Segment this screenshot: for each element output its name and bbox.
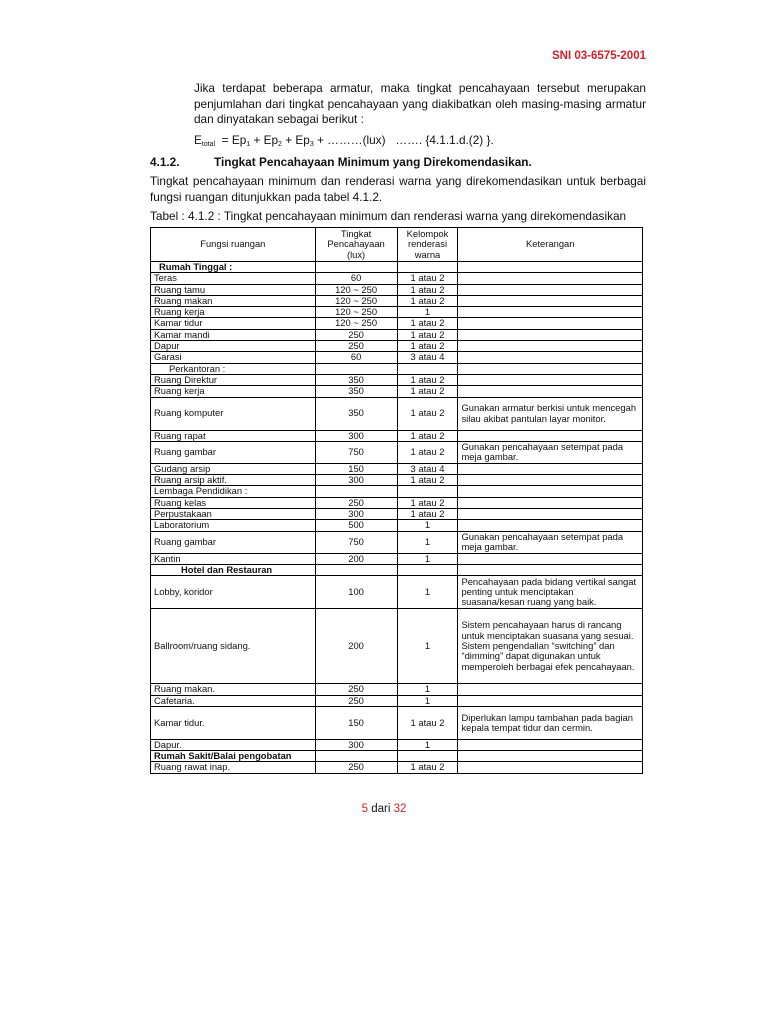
cell-fungsi: Ruang arsip aktif. [151, 475, 316, 486]
cell-keterangan [458, 695, 643, 706]
cell-keterangan: Gunakan pencahayaan setempat pada meja gambar. [458, 441, 643, 463]
cell-kelompok: 1 atau 2 [397, 397, 458, 430]
table-row [151, 441, 643, 463]
cell-keterangan: Gunakan armatur berkisi untuk mencegah silau akibat pantulan layar monitor. [458, 397, 643, 430]
table-row [151, 363, 643, 374]
cell-kelompok: 1 atau 2 [397, 329, 458, 340]
cell-kelompok: 1 atau 2 [397, 430, 458, 441]
cell-keterangan [458, 307, 643, 318]
cell-tingkat: 350 [315, 386, 397, 397]
cell-keterangan [458, 486, 643, 497]
cell-keterangan [458, 564, 643, 575]
cell-keterangan [458, 509, 643, 520]
cell-kelompok: 1 atau 2 [397, 475, 458, 486]
header-kelompok: Kelompok renderasi warna [397, 228, 458, 262]
cell-fungsi: Kantin [151, 553, 316, 564]
cell-fungsi: Ruang makan [151, 295, 316, 306]
formula [194, 133, 494, 148]
cell-tingkat: 350 [315, 374, 397, 385]
cell-keterangan [458, 739, 643, 750]
cell-fungsi: Ballroom/ruang sidang. [151, 609, 316, 684]
cell-fungsi: Perpustakaan [151, 509, 316, 520]
cell-tingkat: 200 [315, 609, 397, 684]
cell-fungsi: Ruang rapat [151, 430, 316, 441]
cell-kelompok: 1 [397, 695, 458, 706]
cell-tingkat: 200 [315, 553, 397, 564]
cell-fungsi: Ruang kelas [151, 497, 316, 508]
cell-tingkat: 150 [315, 706, 397, 739]
cell-keterangan: Gunakan pencahayaan setempat pada meja gambar. [458, 531, 643, 553]
page-total: 32 [393, 803, 407, 815]
table-row [151, 397, 643, 430]
table-row [151, 295, 643, 306]
cell-keterangan [458, 363, 643, 374]
cell-fungsi: Ruang gambar [151, 531, 316, 553]
cell-kelompok: 3 atau 4 [397, 463, 458, 474]
cell-tingkat: 250 [315, 329, 397, 340]
page-current: 5 [361, 803, 368, 815]
cell-kelompok: 1 atau 2 [397, 441, 458, 463]
table-caption: Tabel : 4.1.2 : Tingkat pencahayaan minimum dan renderasi warna yang direkomendasikan [150, 209, 627, 223]
table-row [151, 751, 643, 762]
table-row [151, 318, 643, 329]
standard-code: SNI 03-6575-2001 [552, 50, 646, 62]
cell-tingkat [315, 262, 397, 273]
cell-tingkat [315, 486, 397, 497]
cell-tingkat: 120 ~ 250 [315, 318, 397, 329]
cell-fungsi: Perkantoran : [151, 363, 316, 374]
cell-kelompok: 1 atau 2 [397, 497, 458, 508]
cell-fungsi: Ruang kerja [151, 386, 316, 397]
cell-keterangan [458, 553, 643, 564]
cell-kelompok [397, 751, 458, 762]
page-word: dari [371, 803, 391, 815]
cell-kelompok: 1 atau 2 [397, 318, 458, 329]
cell-fungsi: Ruang komputer [151, 397, 316, 430]
cell-fungsi: Kamar mandi [151, 329, 316, 340]
table-row [151, 486, 643, 497]
cell-kelompok: 1 atau 2 [397, 386, 458, 397]
cell-tingkat: 60 [315, 352, 397, 363]
page-footer [0, 803, 768, 815]
cell-tingkat [315, 751, 397, 762]
cell-keterangan [458, 352, 643, 363]
table-row [151, 386, 643, 397]
cell-tingkat: 60 [315, 273, 397, 284]
cell-kelompok: 1 atau 2 [397, 273, 458, 284]
cell-fungsi: Cafetaria. [151, 695, 316, 706]
cell-kelompok: 1 [397, 739, 458, 750]
section-number: 4.1.2. [150, 155, 180, 169]
cell-kelompok: 1 atau 2 [397, 341, 458, 352]
table-row [151, 576, 643, 609]
table-row [151, 706, 643, 739]
cell-fungsi: Laboratorium [151, 520, 316, 531]
section-title: Tingkat Pencahayaan Minimum yang Direkomendasikan. [214, 155, 532, 169]
formula-rest: + ………(lux) ……. {4.1.1.d.(2) }. [313, 133, 494, 147]
cell-fungsi: Rumah Sakit/Balai pengobatan [151, 751, 316, 762]
table-row [151, 564, 643, 575]
table-row [151, 609, 643, 684]
cell-kelompok: 1 [397, 307, 458, 318]
cell-tingkat: 250 [315, 695, 397, 706]
table-row [151, 463, 643, 474]
intro-paragraph: Jika terdapat beberapa armatur, maka tingkat pencahayaan tersebut merupakan penjumlahan dari tingkat pencahayaan yang diakibatkan oleh masing-masing armatur dan dinyatakan sebagai berikut : [194, 81, 646, 127]
cell-kelompok: 1 atau 2 [397, 706, 458, 739]
cell-kelompok: 1 [397, 531, 458, 553]
cell-keterangan [458, 463, 643, 474]
cell-tingkat: 300 [315, 509, 397, 520]
cell-fungsi: Ruang makan. [151, 684, 316, 695]
cell-keterangan [458, 374, 643, 385]
cell-keterangan [458, 684, 643, 695]
table-row [151, 430, 643, 441]
cell-kelompok [397, 262, 458, 273]
cell-fungsi: Kamar tidur [151, 318, 316, 329]
table-row [151, 531, 643, 553]
cell-fungsi: Lobby, koridor [151, 576, 316, 609]
table-row [151, 762, 643, 773]
cell-fungsi: Dapur. [151, 739, 316, 750]
cell-fungsi: Dapur [151, 341, 316, 352]
table-row [151, 329, 643, 340]
cell-kelompok: 1 atau 2 [397, 284, 458, 295]
table-row [151, 553, 643, 564]
table-row [151, 695, 643, 706]
formula-sub-1: 1 [246, 141, 251, 148]
cell-kelompok: 1 [397, 520, 458, 531]
cell-fungsi: Teras [151, 273, 316, 284]
cell-fungsi: Ruang gambar [151, 441, 316, 463]
formula-plus-3: + Ep [281, 133, 310, 147]
table-row [151, 475, 643, 486]
cell-kelompok: 1 [397, 576, 458, 609]
cell-kelompok: 1 [397, 609, 458, 684]
cell-keterangan [458, 430, 643, 441]
cell-keterangan: Diperlukan lampu tambahan pada bagian kepala tempat tidur dan cermin. [458, 706, 643, 739]
table-row [151, 262, 643, 273]
cell-kelompok [397, 564, 458, 575]
cell-fungsi: Ruang rawat inap. [151, 762, 316, 773]
cell-keterangan [458, 329, 643, 340]
cell-kelompok [397, 363, 458, 374]
cell-fungsi: Ruang tamu [151, 284, 316, 295]
cell-tingkat: 120 ~ 250 [315, 284, 397, 295]
cell-kelompok [397, 486, 458, 497]
cell-tingkat: 120 ~ 250 [315, 295, 397, 306]
cell-keterangan [458, 273, 643, 284]
cell-keterangan [458, 284, 643, 295]
formula-total-sub: total [201, 141, 216, 148]
cell-keterangan [458, 475, 643, 486]
cell-tingkat: 250 [315, 684, 397, 695]
cell-tingkat: 120 ~ 250 [315, 307, 397, 318]
formula-sub-2: 2 [278, 141, 282, 148]
table-row [151, 341, 643, 352]
cell-tingkat: 300 [315, 739, 397, 750]
cell-keterangan [458, 262, 643, 273]
cell-tingkat: 300 [315, 475, 397, 486]
cell-keterangan [458, 751, 643, 762]
header-tingkat: Tingkat Pencahayaan (lux) [315, 228, 397, 262]
cell-tingkat: 150 [315, 463, 397, 474]
table-row [151, 273, 643, 284]
cell-kelompok: 1 [397, 684, 458, 695]
cell-tingkat: 350 [315, 397, 397, 430]
table-row [151, 307, 643, 318]
cell-keterangan [458, 762, 643, 773]
cell-fungsi: Lembaga Pendidikan : [151, 486, 316, 497]
cell-tingkat: 500 [315, 520, 397, 531]
cell-tingkat: 750 [315, 531, 397, 553]
cell-keterangan [458, 318, 643, 329]
cell-tingkat: 250 [315, 762, 397, 773]
cell-keterangan [458, 295, 643, 306]
cell-tingkat: 100 [315, 576, 397, 609]
cell-fungsi: Gudang arsip [151, 463, 316, 474]
cell-fungsi: Hotel dan Restauran [151, 564, 316, 575]
cell-tingkat [315, 564, 397, 575]
table-row [151, 497, 643, 508]
table-row [151, 520, 643, 531]
table-row [151, 739, 643, 750]
cell-keterangan: Pencahayaan pada bidang vertikal sangat penting untuk menciptakan suasana/kesan ruang yang baik. [458, 576, 643, 609]
cell-kelompok: 1 [397, 553, 458, 564]
table-row [151, 284, 643, 295]
cell-kelompok: 1 atau 2 [397, 509, 458, 520]
formula-plus-2: + Ep [250, 133, 279, 147]
table-body [151, 262, 643, 774]
cell-fungsi: Rumah Tinggal : [151, 262, 316, 273]
cell-keterangan [458, 497, 643, 508]
table-header-row [151, 228, 643, 262]
formula-sub-3: 3 [309, 141, 314, 148]
cell-tingkat: 300 [315, 430, 397, 441]
cell-keterangan [458, 520, 643, 531]
cell-tingkat: 750 [315, 441, 397, 463]
cell-fungsi: Garasi [151, 352, 316, 363]
cell-tingkat: 250 [315, 497, 397, 508]
section-paragraph: Tingkat pencahayaan minimum dan renderasi warna yang direkomendasikan untuk berbagai fungsi ruangan ditunjukkan pada tabel 4.1.2. [150, 174, 646, 204]
cell-tingkat: 250 [315, 341, 397, 352]
table-row [151, 684, 643, 695]
table-row [151, 352, 643, 363]
table-row [151, 374, 643, 385]
formula-eq: = Ep [215, 133, 247, 147]
cell-fungsi: Ruang kerja [151, 307, 316, 318]
formula-e: E [194, 133, 202, 147]
cell-keterangan [458, 341, 643, 352]
header-keterangan: Keterangan [458, 228, 643, 262]
illumination-table [150, 227, 643, 774]
cell-kelompok: 1 atau 2 [397, 374, 458, 385]
header-fungsi: Fungsi ruangan [151, 228, 316, 262]
cell-fungsi: Kamar tidur. [151, 706, 316, 739]
cell-keterangan: Sistem pencahayaan harus di rancang untuk menciptakan suasana yang sesuai. Sistem pengendalian “switching” dan “dimming” dapat digunakan untuk memperoleh berbagai efek pencahayaan. [458, 609, 643, 684]
cell-kelompok: 1 atau 2 [397, 762, 458, 773]
cell-kelompok: 1 atau 2 [397, 295, 458, 306]
table-row [151, 509, 643, 520]
cell-fungsi: Ruang Direktur [151, 374, 316, 385]
cell-tingkat [315, 363, 397, 374]
cell-keterangan [458, 386, 643, 397]
cell-kelompok: 3 atau 4 [397, 352, 458, 363]
